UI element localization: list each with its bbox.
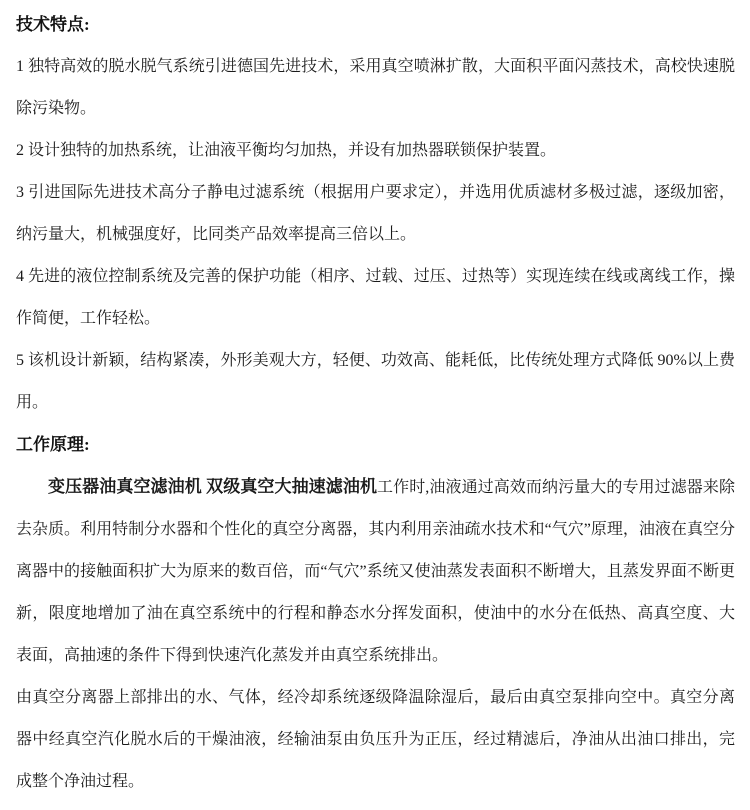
feature-item-4: 4 先进的液位控制系统及完善的保护功能（相序、过载、过压、过热等）实现连续在线或离线工作，操作简便，工作轻松。 — [16, 268, 735, 327]
feature-item-3: 3 引进国际先进技术高分子静电过滤系统（根据用户要求定），并选用优质滤材多极过滤，逐级加密，纳污量大，机械强度好，比同类产品效率提高三倍以上。 — [16, 184, 735, 243]
principle-paragraph-1-text: 工作时,油液通过高效而纳污量大的专用过滤器来除去杂质。利用特制分水器和个性化的真空分离器，其内利用亲油疏水技术和“气穴”原理，油液在真空分离器中的接触面积扩大为原来的数百倍，而“气穴”系统又使油蒸发表面积不断增大，且蒸发界面不断更新，限度地增加了油在真空系统中的行程和静态水分挥发面积，使油中的水分在低热、高真空度、大表面，高抽速的条件下得到快速汽化蒸发并由真空系统排出。 — [16, 479, 735, 664]
features-heading: 技术特点: — [16, 15, 90, 34]
product-name-bold-lead: 变压器油真空滤油机 双级真空大抽速滤油机 — [48, 477, 378, 496]
feature-item-2: 2 设计独特的加热系统，让油液平衡均匀加热，并设有加热器联锁保护装置。 — [16, 142, 557, 159]
feature-item-5: 5 该机设计新颖，结构紧凑，外形美观大方，轻便、功效高、能耗低，比传统处理方式降低 90%以上费用。 — [16, 352, 735, 411]
principle-paragraph-2: 由真空分离器上部排出的水、气体，经冷却系统逐级降温除湿后，最后由真空泵排向空中。真空分离器中经真空汽化脱水后的干燥油液，经输油泵由负压升为正压，经过精滤后，净油从出油口排出，完成整个净油过程。 — [16, 689, 735, 790]
principle-heading: 工作原理: — [16, 435, 90, 454]
principle-paragraph-1 — [16, 466, 735, 677]
feature-item-1: 1 独特高效的脱水脱气系统引进德国先进技术，采用真空喷淋扩散，大面积平面闪蒸技术，高校快速脱除污染物。 — [16, 58, 735, 117]
